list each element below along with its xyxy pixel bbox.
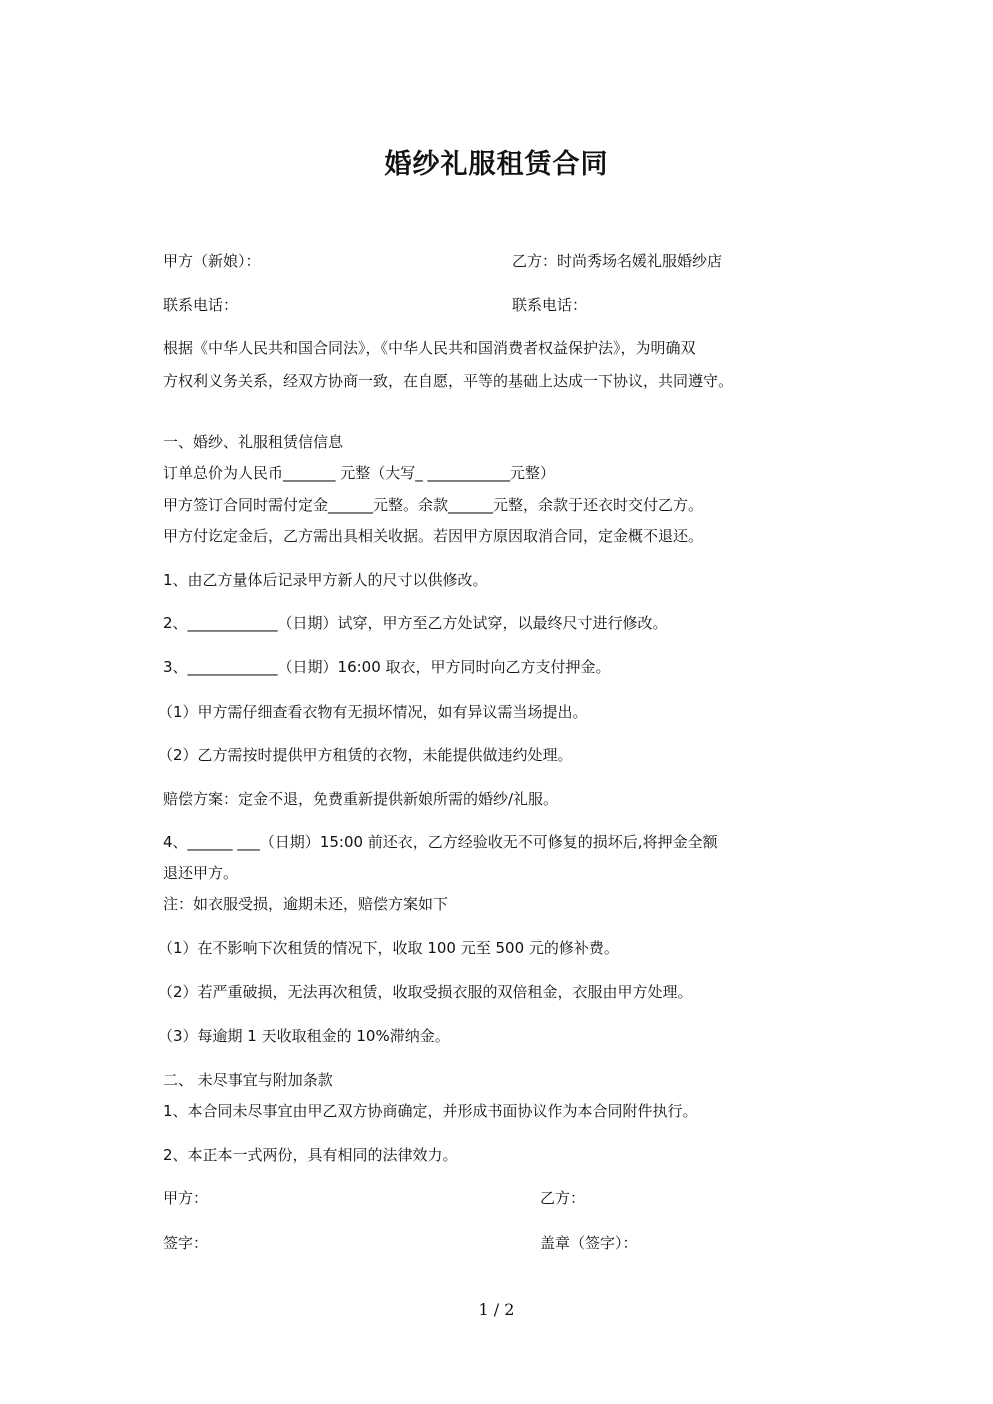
item-4-line-1: 4、______ ___（日期）15:00 前还衣，乙方经验收无不可修复的损坏后,将押金全额 — [163, 833, 718, 851]
item-1: 1、由乙方量体后记录甲方新人的尺寸以供修改。 — [163, 571, 488, 589]
item-3-sub-1: （1）甲方需仔细查看衣物有无损坏情况，如有异议需当场提出。 — [158, 703, 588, 721]
note-heading: 注：如衣服受损，逾期未还，赔偿方案如下 — [163, 895, 449, 913]
signature-party-b: 乙方： — [540, 1189, 586, 1207]
page-number: 1 / 2 — [478, 1300, 515, 1319]
item-3: 3、____________（日期）16:00 取衣，甲方同时向乙方支付押金。 — [163, 658, 611, 676]
signature-party-a: 甲方： — [163, 1189, 209, 1207]
order-total-line: 订单总价为人民币_______ 元整（大写_ ___________元整） — [163, 464, 556, 482]
note-3: （3）每逾期 1 天收取租金的 10%滞纳金。 — [158, 1027, 450, 1045]
party-b-label: 乙方：时尚秀场名媛礼服婚纱店 — [512, 252, 723, 270]
intro-line-1: 根据《中华人民共和国合同法》，《中华人民共和国消费者权益保护法》，为明确双 — [163, 339, 696, 357]
item-2: 2、____________（日期）试穿，甲方至乙方处试穿，以最终尺寸进行修改。 — [163, 614, 668, 632]
item-3-sub-2: （2）乙方需按时提供甲方租赁的衣物，未能提供做违约处理。 — [158, 746, 573, 764]
deposit-line: 甲方签订合同时需付定金______元整。余款______元整，余款于还衣时交付乙方。 — [163, 496, 704, 514]
signature-b-field: 盖章（签字）： — [540, 1234, 638, 1252]
note-1: （1）在不影响下次租赁的情况下，收取 100 元至 500 元的修补费。 — [158, 939, 619, 957]
document-title: 婚纱礼服租赁合同 — [384, 149, 609, 180]
section-1-heading: 一、婚纱、礼服租赁信信息 — [163, 433, 344, 451]
clause-1: 1、本合同未尽事宜由甲乙双方协商确定，并形成书面协议作为本合同附件执行。 — [163, 1102, 698, 1120]
deposit-note: 甲方付讫定金后，乙方需出具相关收据。若因甲方原因取消合同，定金概不退还。 — [163, 527, 704, 545]
section-2-heading: 二、 未尽事宜与附加条款 — [163, 1071, 333, 1089]
note-2: （2）若严重破损，无法再次租赁，收取受损衣服的双倍租金，衣服由甲方处理。 — [158, 983, 693, 1001]
clause-2: 2、本正本一式两份，具有相同的法律效力。 — [163, 1146, 458, 1164]
party-a-label: 甲方（新娘）： — [163, 252, 261, 270]
signature-a-field: 签字： — [163, 1234, 209, 1252]
item-4-line-2: 退还甲方。 — [163, 864, 239, 882]
intro-line-2: 方权利义务关系，经双方协商一致，在自愿，平等的基础上达成一下协议，共同遵守。 — [163, 372, 734, 390]
compensation-line: 赔偿方案：定金不退，免费重新提供新娘所需的婚纱/礼服。 — [163, 790, 559, 808]
party-b-phone: 联系电话： — [512, 296, 588, 314]
party-a-phone: 联系电话： — [163, 296, 239, 314]
